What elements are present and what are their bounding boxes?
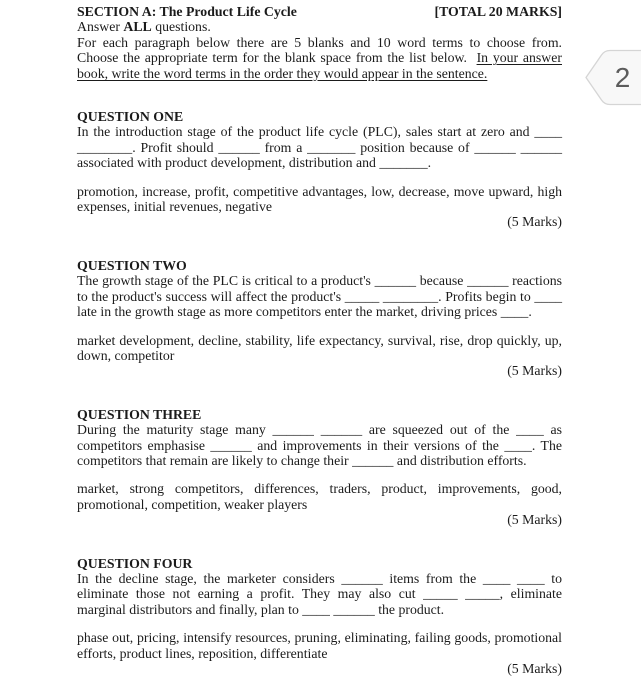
answer-instruction bbox=[77, 19, 562, 34]
question-title: QUESTION ONE bbox=[77, 109, 184, 125]
question-title: QUESTION THREE bbox=[77, 406, 202, 422]
exam-document bbox=[77, 4, 562, 676]
word-bank: phase out, pricing, intensify resources, pruning, eliminating, failing goods, promotional efforts, product lines, reposition, differentiate bbox=[77, 630, 562, 661]
instructions-underlined: In your answer book, write the word terms in the order they would appear in the sentence. bbox=[77, 50, 562, 81]
page-number-tab[interactable] bbox=[584, 49, 641, 106]
question-block-three bbox=[77, 407, 562, 528]
marks-label: (5 Marks) bbox=[507, 363, 562, 379]
question-block-two bbox=[77, 258, 562, 379]
question-block-one bbox=[77, 109, 562, 230]
page-number: 2 bbox=[614, 61, 631, 93]
question-block-four bbox=[77, 556, 562, 677]
question-paragraph: The growth stage of the PLC is critical to a product's ______ because ______ reactions to the product's success will affect the product's _____ ________. Profits begin to ____ late in the growth stage as more competitors enter the market, driving prices ____. bbox=[77, 273, 562, 320]
question-paragraph: In the introduction stage of the product life cycle (PLC), sales start at zero and ____ ________. Profit should ______ from a _______ position because of ______ ______ associated with product development, distribution and _______. bbox=[77, 124, 562, 171]
marks-label: (5 Marks) bbox=[507, 214, 562, 230]
answer-instruction-suffix: questions. bbox=[151, 19, 211, 35]
section-title: SECTION A: The Product Life Cycle bbox=[77, 4, 297, 19]
word-bank: market, strong competitors, differences, traders, product, improvements, good, promotional, competition, weaker players bbox=[77, 481, 562, 512]
question-paragraph: During the maturity stage many ______ ______ are squeezed out of the ____ as competitors emphasise ______ and improvements in their versions of the ____. The competitors that remain are likely to change their ______ and distribution efforts. bbox=[77, 422, 562, 468]
instructions-normal: For each paragraph below there are 5 blanks and 10 word terms to choose from. Choose the appropriate term for the blank space from the list below. bbox=[77, 34, 562, 66]
word-bank: promotion, increase, profit, competitive advantages, low, decrease, move upward, high expenses, initial revenues, negative bbox=[77, 183, 562, 215]
question-paragraph: In the decline stage, the marketer considers ______ items from the ____ ____ to eliminate those not earning a profit. They may also cut _____ _____, eliminate marginal distributors and finally, plan to ____ ______ the product. bbox=[77, 570, 562, 617]
answer-instruction-prefix: Answer bbox=[77, 19, 124, 35]
exam-instructions bbox=[77, 35, 562, 81]
marks-label: (5 Marks) bbox=[507, 512, 562, 528]
question-title: QUESTION TWO bbox=[77, 257, 187, 273]
marks-label: (5 Marks) bbox=[507, 661, 562, 676]
total-marks: [TOTAL 20 MARKS] bbox=[434, 4, 562, 19]
answer-instruction-bold: ALL bbox=[123, 19, 152, 35]
word-bank: market development, decline, stability, life expectancy, survival, rise, drop quickly, up, down, competitor bbox=[77, 332, 562, 363]
question-title: QUESTION FOUR bbox=[77, 555, 193, 571]
section-header bbox=[77, 4, 562, 19]
